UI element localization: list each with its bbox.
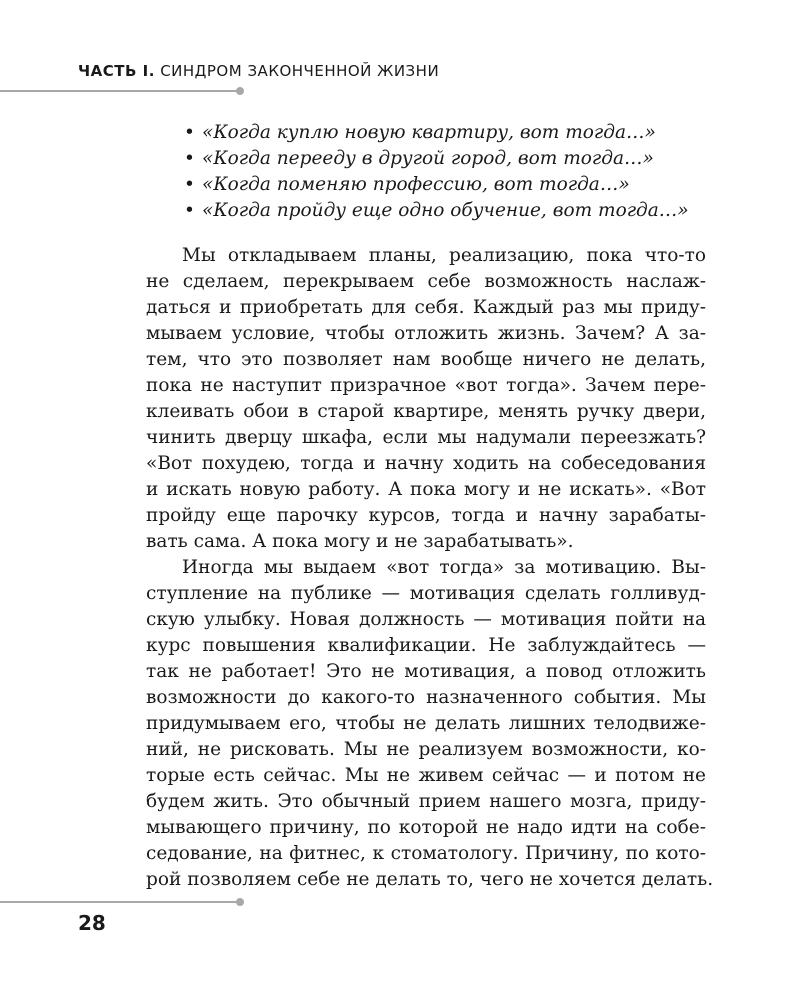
- list-item: [184, 146, 689, 172]
- page-number: 28: [78, 911, 106, 935]
- list-item-text: «Когда пройду еще одно обучение, вот тогда…»: [202, 200, 689, 221]
- text-line: чинить дверцу шкафа, если мы надумали переезжать?: [146, 427, 706, 448]
- text-line: торые есть сейчас. Мы не живем сейчас — и потом не: [146, 765, 706, 786]
- text-line: мывающего причину, по которой не надо идти на собе-: [146, 817, 706, 838]
- list-item-text: «Когда поменяю профессию, вот тогда…»: [202, 174, 630, 195]
- list-item: [184, 120, 689, 146]
- text-line: возможности до какого-то назначенного события. Мы: [146, 687, 706, 708]
- list-item: [184, 198, 689, 224]
- list-item-text: «Когда куплю новую квартиру, вот тогда…»: [202, 122, 656, 143]
- header-rule: [0, 90, 240, 92]
- bullet-icon: •: [184, 200, 195, 221]
- text-line: клеивать обои в старой квартире, менять ручку двери,: [146, 401, 706, 422]
- part-title: СИНДРОМ ЗАКОНЧЕННОЙ ЖИЗНИ: [160, 62, 440, 80]
- text-line: ступление на публике — мотивация сделать голливуд-: [146, 583, 706, 604]
- bullet-icon: •: [184, 148, 195, 169]
- text-line: Иногда мы выдаем «вот тогда» за мотивацию. Вы-: [182, 557, 706, 578]
- rule-dot-icon: [236, 87, 244, 95]
- text-line: ний, не рисковать. Мы не реализуем возможности, ко-: [146, 739, 706, 760]
- text-line: рой позволяем себе не делать то, чего не хочется делать.: [146, 869, 714, 890]
- list-item-text: «Когда перееду в другой город, вот тогда…»: [202, 148, 654, 169]
- text-line: вать сама. А пока могу и не зарабатывать».: [146, 531, 574, 552]
- text-line: и искать новую работу. А пока могу и не искать». «Вот: [146, 479, 706, 500]
- text-line: будем жить. Это обычный прием нашего мозга, приду-: [146, 791, 706, 812]
- body-text: [146, 243, 714, 893]
- part-label: ЧАСТЬ I.: [78, 62, 155, 80]
- rule-dot-icon: [236, 898, 244, 906]
- bullet-icon: •: [184, 122, 195, 143]
- text-line: седование, на фитнес, к стоматологу. Причину, по кото-: [146, 843, 706, 864]
- text-line: так не работает! Это не мотивация, а повод отложить: [146, 661, 706, 682]
- text-line: не сделаем, перекрываем себе возможность наслаж-: [146, 271, 706, 292]
- text-line: пройду еще парочку курсов, тогда и начну зарабаты-: [146, 505, 706, 526]
- text-line: мываем условие, чтобы отложить жизнь. Зачем? А за-: [146, 323, 706, 344]
- footer-rule: [0, 901, 240, 903]
- text-line: «Вот похудею, тогда и начну ходить на собеседования: [146, 453, 706, 474]
- bullet-icon: •: [184, 174, 195, 195]
- list-item: [184, 172, 689, 198]
- text-line: тем, что это позволяет нам вообще ничего не делать,: [146, 349, 706, 370]
- bullet-list: [184, 120, 689, 224]
- text-line: пока не наступит призрачное «вот тогда». Зачем пере-: [146, 375, 706, 396]
- text-line: придумываем его, чтобы не делать лишних телодвиже-: [146, 713, 706, 734]
- text-line: скую улыбку. Новая должность — мотивация пойти на: [146, 609, 706, 630]
- text-line: даться и приобретать для себя. Каждый раз мы приду-: [146, 297, 706, 318]
- running-header: [78, 62, 439, 80]
- text-line: курс повышения квалификации. Не заблуждайтесь —: [146, 635, 706, 656]
- text-line: Мы откладываем планы, реализацию, пока что-то: [182, 245, 706, 266]
